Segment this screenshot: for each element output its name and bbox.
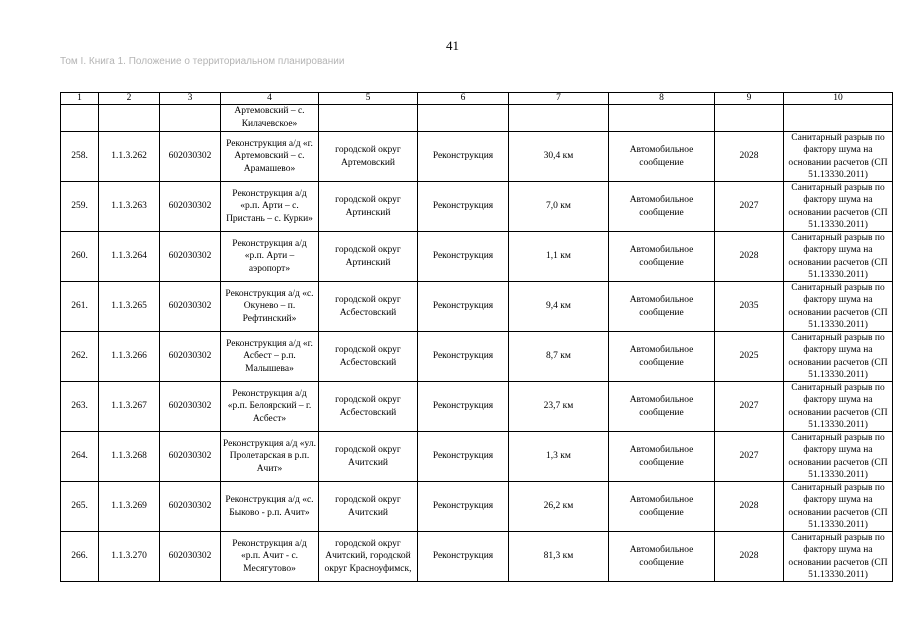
table-row — [61, 232, 893, 282]
table-cell — [61, 105, 99, 132]
cell-object-code: 1.1.3.266 — [99, 332, 160, 382]
cell-purpose: Автомобильное сообщение — [609, 232, 715, 282]
cell-row-number: 259. — [61, 182, 99, 232]
cell-object-name: Реконструкция а/д «р.п. Арти – с. Пристань – с. Курки» — [221, 182, 319, 232]
cell-row-number: 264. — [61, 432, 99, 482]
column-number: 8 — [609, 93, 715, 105]
cell-activity-type: Реконструкция — [418, 332, 509, 382]
table-body — [61, 93, 893, 582]
table-row — [61, 282, 893, 332]
cell-object-code: 1.1.3.262 — [99, 132, 160, 182]
column-number: 7 — [509, 93, 609, 105]
table-cell: Артемовский – с. Килачевское» — [221, 105, 319, 132]
cell-object-code: 1.1.3.268 — [99, 432, 160, 482]
cell-activity-type: Реконструкция — [418, 532, 509, 582]
table-row — [61, 182, 893, 232]
cell-category-code: 602030302 — [160, 532, 221, 582]
cell-location: городской округ Ачитский, городской округ Красноуфимск, — [319, 532, 418, 582]
cell-restriction-zone: Санитарный разрыв по фактору шума на основании расчетов (СП 51.13330.2011) — [784, 482, 893, 532]
cell-length: 1,1 км — [509, 232, 609, 282]
cell-deadline: 2027 — [715, 432, 784, 482]
cell-length: 7,0 км — [509, 182, 609, 232]
cell-row-number: 258. — [61, 132, 99, 182]
page-number: 41 — [446, 38, 459, 53]
cell-row-number: 265. — [61, 482, 99, 532]
table-cell — [715, 105, 784, 132]
cell-category-code: 602030302 — [160, 282, 221, 332]
table-cell — [99, 105, 160, 132]
cell-category-code: 602030302 — [160, 432, 221, 482]
cell-restriction-zone: Санитарный разрыв по фактору шума на основании расчетов (СП 51.13330.2011) — [784, 332, 893, 382]
cell-object-code: 1.1.3.265 — [99, 282, 160, 332]
cell-purpose: Автомобильное сообщение — [609, 432, 715, 482]
cell-deadline: 2028 — [715, 232, 784, 282]
cell-restriction-zone: Санитарный разрыв по фактору шума на основании расчетов (СП 51.13330.2011) — [784, 232, 893, 282]
cell-purpose: Автомобильное сообщение — [609, 282, 715, 332]
table-row — [61, 482, 893, 532]
cell-object-code: 1.1.3.264 — [99, 232, 160, 282]
table-row — [61, 132, 893, 182]
cell-activity-type: Реконструкция — [418, 432, 509, 482]
cell-object-name: Реконструкция а/д «г. Артемовский – с. Арамашево» — [221, 132, 319, 182]
cell-category-code: 602030302 — [160, 232, 221, 282]
cell-object-code: 1.1.3.263 — [99, 182, 160, 232]
cell-category-code: 602030302 — [160, 132, 221, 182]
cell-restriction-zone: Санитарный разрыв по фактору шума на основании расчетов (СП 51.13330.2011) — [784, 182, 893, 232]
cell-activity-type: Реконструкция — [418, 182, 509, 232]
cell-deadline: 2035 — [715, 282, 784, 332]
cell-deadline: 2027 — [715, 182, 784, 232]
cell-length: 81,3 км — [509, 532, 609, 582]
column-number-row — [61, 93, 893, 105]
cell-object-code: 1.1.3.270 — [99, 532, 160, 582]
cell-row-number: 263. — [61, 382, 99, 432]
cell-restriction-zone: Санитарный разрыв по фактору шума на основании расчетов (СП 51.13330.2011) — [784, 532, 893, 582]
cell-deadline: 2028 — [715, 532, 784, 582]
cell-activity-type: Реконструкция — [418, 382, 509, 432]
table-row — [61, 432, 893, 482]
cell-location: городской округ Асбестовский — [319, 282, 418, 332]
cell-category-code: 602030302 — [160, 182, 221, 232]
cell-purpose: Автомобильное сообщение — [609, 132, 715, 182]
planning-table — [60, 92, 893, 582]
column-number: 2 — [99, 93, 160, 105]
cell-location: городской округ Ачитский — [319, 432, 418, 482]
cell-object-name: Реконструкция а/д «с. Быково - р.п. Ачит» — [221, 482, 319, 532]
cell-row-number: 261. — [61, 282, 99, 332]
cell-restriction-zone: Санитарный разрыв по фактору шума на основании расчетов (СП 51.13330.2011) — [784, 282, 893, 332]
cell-restriction-zone: Санитарный разрыв по фактору шума на основании расчетов (СП 51.13330.2011) — [784, 382, 893, 432]
cell-category-code: 602030302 — [160, 482, 221, 532]
running-header: Том I. Книга 1. Положение о территориальном планировании — [60, 56, 345, 67]
cell-length: 30,4 км — [509, 132, 609, 182]
cell-purpose: Автомобильное сообщение — [609, 382, 715, 432]
cell-category-code: 602030302 — [160, 382, 221, 432]
cell-object-code: 1.1.3.267 — [99, 382, 160, 432]
column-number: 4 — [221, 93, 319, 105]
cell-activity-type: Реконструкция — [418, 232, 509, 282]
cell-object-name: Реконструкция а/д «р.п. Белоярский – г. Асбест» — [221, 382, 319, 432]
cell-purpose: Автомобильное сообщение — [609, 532, 715, 582]
table-row — [61, 332, 893, 382]
table-row — [61, 532, 893, 582]
column-number: 3 — [160, 93, 221, 105]
table-row — [61, 382, 893, 432]
cell-object-name: Реконструкция а/д «р.п. Арти – аэропорт» — [221, 232, 319, 282]
cell-length: 8,7 км — [509, 332, 609, 382]
column-number: 9 — [715, 93, 784, 105]
cell-deadline: 2027 — [715, 382, 784, 432]
cell-restriction-zone: Санитарный разрыв по фактору шума на основании расчетов (СП 51.13330.2011) — [784, 132, 893, 182]
table-cell — [160, 105, 221, 132]
cell-length: 23,7 км — [509, 382, 609, 432]
cell-length: 26,2 км — [509, 482, 609, 532]
cell-activity-type: Реконструкция — [418, 282, 509, 332]
cell-row-number: 262. — [61, 332, 99, 382]
cell-purpose: Автомобильное сообщение — [609, 332, 715, 382]
table-cell — [784, 105, 893, 132]
cell-deadline: 2025 — [715, 332, 784, 382]
cell-location: городской округ Асбестовский — [319, 382, 418, 432]
cell-deadline: 2028 — [715, 482, 784, 532]
cell-location: городской округ Артинский — [319, 182, 418, 232]
table-cell — [509, 105, 609, 132]
continuation-row — [61, 105, 893, 132]
cell-activity-type: Реконструкция — [418, 482, 509, 532]
cell-location: городской округ Артемовский — [319, 132, 418, 182]
cell-restriction-zone: Санитарный разрыв по фактору шума на основании расчетов (СП 51.13330.2011) — [784, 432, 893, 482]
cell-row-number: 266. — [61, 532, 99, 582]
table-cell — [319, 105, 418, 132]
cell-purpose: Автомобильное сообщение — [609, 482, 715, 532]
cell-object-name: Реконструкция а/д «р.п. Ачит - с. Месягутово» — [221, 532, 319, 582]
cell-object-name: Реконструкция а/д «ул. Пролетарская в р.п. Ачит» — [221, 432, 319, 482]
cell-location: городской округ Артинский — [319, 232, 418, 282]
table-cell — [609, 105, 715, 132]
cell-purpose: Автомобильное сообщение — [609, 182, 715, 232]
cell-deadline: 2028 — [715, 132, 784, 182]
cell-length: 9,4 км — [509, 282, 609, 332]
cell-location: городской округ Ачитский — [319, 482, 418, 532]
cell-row-number: 260. — [61, 232, 99, 282]
column-number: 6 — [418, 93, 509, 105]
cell-length: 1,3 км — [509, 432, 609, 482]
cell-object-code: 1.1.3.269 — [99, 482, 160, 532]
cell-object-name: Реконструкция а/д «с. Окунево – п. Рефтинский» — [221, 282, 319, 332]
column-number: 5 — [319, 93, 418, 105]
table-cell — [418, 105, 509, 132]
cell-location: городской округ Асбестовский — [319, 332, 418, 382]
cell-object-name: Реконструкция а/д «г. Асбест – р.п. Малышева» — [221, 332, 319, 382]
column-number: 10 — [784, 93, 893, 105]
cell-category-code: 602030302 — [160, 332, 221, 382]
column-number: 1 — [61, 93, 99, 105]
cell-activity-type: Реконструкция — [418, 132, 509, 182]
